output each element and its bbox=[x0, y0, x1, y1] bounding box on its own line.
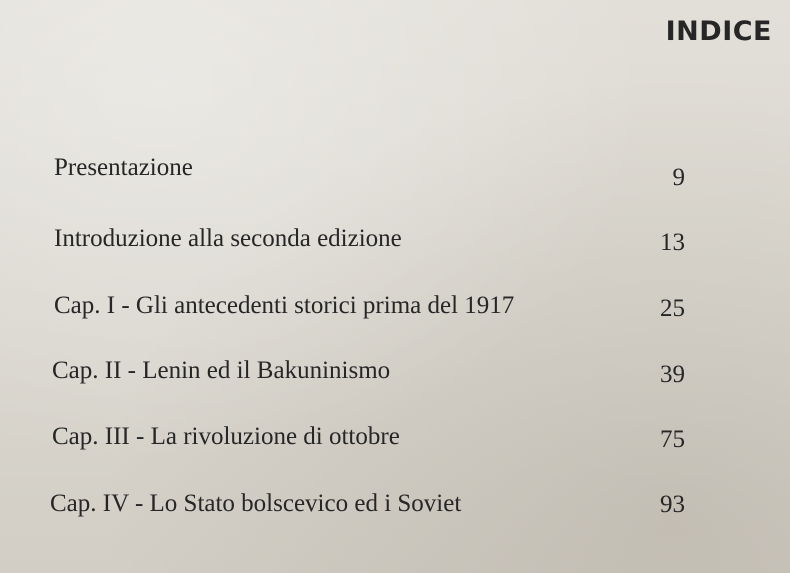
toc-entry-page-number: 39 bbox=[660, 361, 685, 388]
toc-entry-page-number: 93 bbox=[660, 491, 685, 518]
toc-entry-title: Cap. I - Gli antecedenti storici prima del 1917 bbox=[54, 292, 515, 319]
toc-entry-title: Cap. IV - Lo Stato bolscevico ed i Soviet bbox=[50, 490, 462, 517]
toc-entry-cap-3 bbox=[0, 420, 790, 454]
toc-entry-page-number: 9 bbox=[672, 164, 685, 191]
toc-entry-page-number: 25 bbox=[660, 295, 685, 322]
index-heading: INDICE bbox=[665, 16, 772, 47]
toc-entry-cap-2 bbox=[0, 354, 790, 388]
toc-entry-page-number: 75 bbox=[660, 426, 685, 453]
toc-entry-page-number: 13 bbox=[660, 229, 685, 256]
toc-entry-title: Introduzione alla seconda edizione bbox=[54, 225, 402, 252]
toc-entry-title: Presentazione bbox=[54, 154, 193, 181]
toc-entry-cap-1 bbox=[0, 289, 790, 323]
toc-entry-cap-4 bbox=[0, 487, 790, 521]
toc-entry-title: Cap. II - Lenin ed il Bakuninismo bbox=[52, 357, 391, 384]
toc-entry-presentazione bbox=[0, 151, 790, 191]
toc-entry-introduzione bbox=[0, 222, 790, 256]
toc-entry-title: Cap. III - La rivoluzione di ottobre bbox=[52, 423, 400, 450]
